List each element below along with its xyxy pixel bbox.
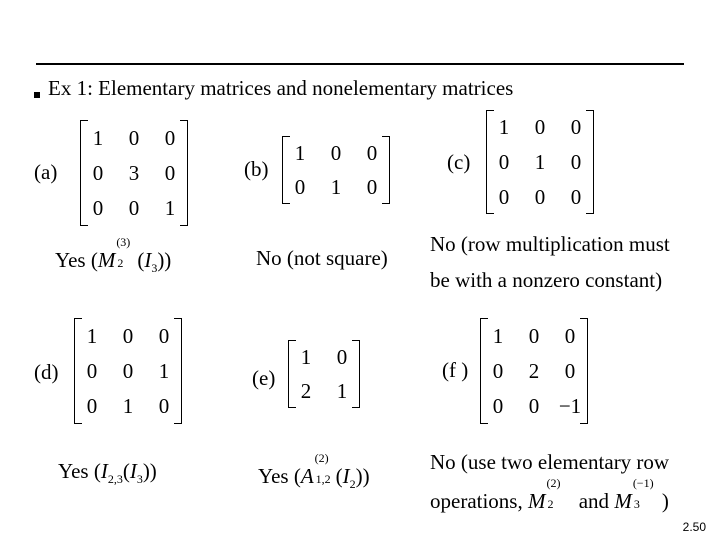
matrix-cell: 0 xyxy=(86,394,98,419)
matrix-cell: 0 xyxy=(564,323,576,348)
page-number: 2.50 xyxy=(682,520,706,534)
matrix-row xyxy=(486,183,594,211)
matrix-row xyxy=(74,357,182,385)
matrix-f xyxy=(480,318,588,424)
bracket-right xyxy=(382,136,390,204)
matrix-cell: 0 xyxy=(366,175,378,199)
matrix-cell: 1 xyxy=(330,175,342,199)
matrix-cell: 0 xyxy=(492,394,504,419)
matrix-cell: 1 xyxy=(122,394,134,419)
label-b: (b) xyxy=(244,157,269,181)
matrix-cell: 1 xyxy=(158,359,170,383)
bracket-right xyxy=(586,110,594,214)
bracket-right xyxy=(174,318,182,424)
matrix-cell: 3 xyxy=(128,161,140,185)
matrix-row xyxy=(74,392,182,420)
label-f: (f ) xyxy=(442,358,469,382)
answer-f-line1: No (use two elementary row xyxy=(430,450,670,474)
matrix-cell: 0 xyxy=(498,184,510,209)
matrix-cell: 0 xyxy=(534,184,546,209)
matrix-cell: 0 xyxy=(86,359,98,383)
matrix-cell: 0 xyxy=(330,141,342,165)
matrix-cell: 0 xyxy=(528,323,540,348)
matrix-cell: 1 xyxy=(92,125,104,150)
matrix-cell: 1 xyxy=(336,379,348,403)
label-a: (a) xyxy=(34,160,58,184)
bracket-right xyxy=(180,120,188,226)
matrix-cell: 0 xyxy=(164,125,176,150)
matrix-row xyxy=(480,357,588,385)
matrix-cell: 1 xyxy=(294,141,306,165)
matrix-cell: 0 xyxy=(294,175,306,199)
label-c: (c) xyxy=(447,150,471,174)
matrix-cell: 0 xyxy=(122,359,134,383)
matrix-row xyxy=(80,124,188,152)
label-d: (d) xyxy=(34,360,59,384)
matrix-cell: 0 xyxy=(128,125,140,150)
bracket-right xyxy=(580,318,588,424)
answer-c-line2: be with a nonzero constant) xyxy=(430,268,663,292)
matrix-cell: 1 xyxy=(164,196,176,221)
matrix-row xyxy=(282,139,390,167)
matrix-b xyxy=(282,136,390,204)
matrix-e xyxy=(288,340,360,408)
matrix-cell: 0 xyxy=(92,161,104,185)
matrix-cell: 0 xyxy=(534,115,546,140)
answer-b: No (not square) xyxy=(256,246,388,270)
label-e: (e) xyxy=(252,366,276,390)
answer-a: Yes (M (3) 2 $(I_3)$) xyxy=(55,235,172,276)
matrix-cell: 2 xyxy=(528,359,540,383)
matrix-c xyxy=(486,110,594,214)
matrix-cell: −1 xyxy=(558,394,582,419)
matrix-cell: 1 xyxy=(86,323,98,348)
matrix-a xyxy=(80,120,188,226)
answer-d: Yes $(I_{2,3}(I_3))$ xyxy=(58,459,157,487)
answer-f-line2: operations, M (2) 2 and M (−1) 3 ) xyxy=(430,476,669,513)
matrix-row xyxy=(288,343,360,371)
matrix-d xyxy=(74,318,182,424)
matrix-cell: 0 xyxy=(128,196,140,221)
matrix-cell: 1 xyxy=(498,115,510,140)
slide-title: Ex 1: Elementary matrices and nonelementary matrices xyxy=(48,76,514,100)
matrix-row xyxy=(288,377,360,405)
matrix-row xyxy=(74,322,182,350)
matrix-cell: 0 xyxy=(164,161,176,185)
matrix-cell: 0 xyxy=(158,394,170,419)
matrix-row xyxy=(486,148,594,176)
matrix-cell: 1 xyxy=(300,345,312,369)
matrix-cell: 0 xyxy=(336,345,348,369)
bullet-icon xyxy=(34,92,40,98)
matrix-cell: 0 xyxy=(492,359,504,383)
matrix-row xyxy=(80,159,188,187)
bracket-right xyxy=(352,340,360,408)
answer-e: Yes (A (2) 1,2 $(I_2)$) xyxy=(258,451,370,492)
matrix-cell: 0 xyxy=(570,115,582,140)
matrix-cell: 0 xyxy=(570,150,582,174)
answer-c-line1: No (row multiplication must xyxy=(430,232,670,256)
matrix-cell: 0 xyxy=(528,394,540,419)
title-rule xyxy=(36,63,684,65)
matrix-cell: 2 xyxy=(300,379,312,403)
matrix-cell: 0 xyxy=(122,323,134,348)
matrix-cell: 0 xyxy=(158,323,170,348)
matrix-cell: 0 xyxy=(570,184,582,209)
matrix-cell: 0 xyxy=(366,141,378,165)
matrix-row xyxy=(480,322,588,350)
matrix-row xyxy=(80,194,188,222)
matrix-cell: 0 xyxy=(498,150,510,174)
matrix-row xyxy=(486,113,594,141)
matrix-cell: 0 xyxy=(92,196,104,221)
matrix-cell: 0 xyxy=(564,359,576,383)
matrix-cell: 1 xyxy=(534,150,546,174)
matrix-cell: 1 xyxy=(492,323,504,348)
matrix-row xyxy=(480,392,588,420)
matrix-row xyxy=(282,173,390,201)
